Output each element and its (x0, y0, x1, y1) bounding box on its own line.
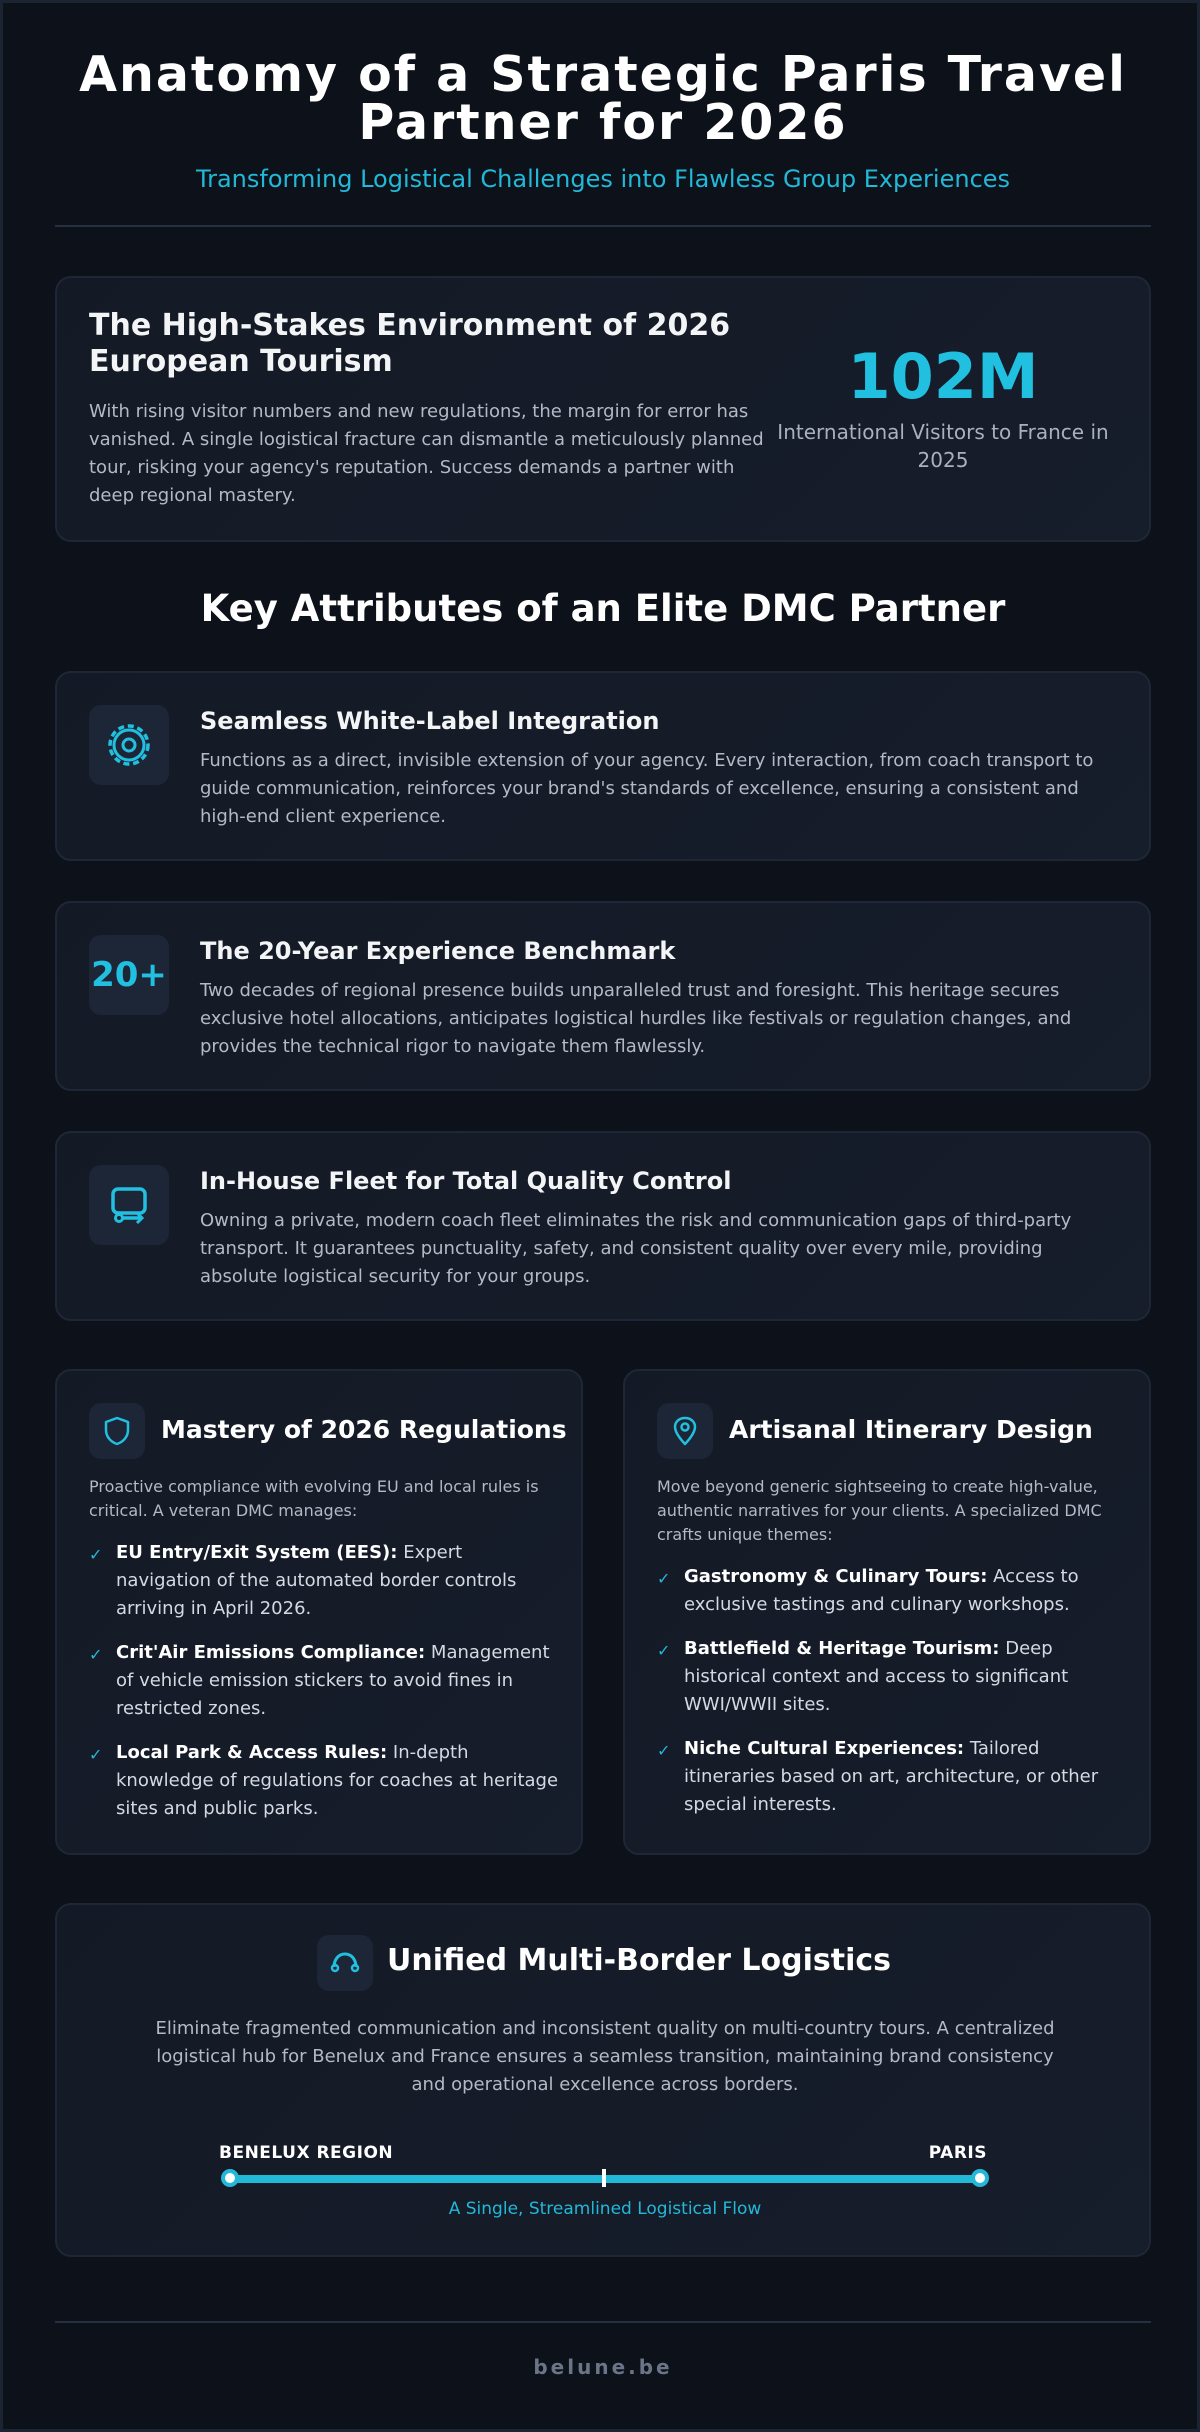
page-header (55, 46, 1151, 193)
list-item (89, 1639, 559, 1723)
hero-text: With rising visitor numbers and new regulations, the margin for error has vanished. A single logistical fracture can dismantle a meticulously planned tour, risking your agency's reputation. Success demands a partner with deep regional mastery. (89, 401, 764, 506)
shield-icon (89, 1403, 145, 1459)
list-item (657, 1563, 1127, 1619)
itinerary-card (623, 1369, 1151, 1855)
check-icon: ✓ (89, 1645, 103, 1664)
item-text: Deep historical context and access to significant WWI/WWII sites. (684, 1638, 1069, 1715)
attribute-text: Two decades of regional presence builds unparalleled trust and foresight. This heritage secures exclusive hotel allocations, anticipates logistical hurdles like festivals or regulation changes, and provides the technical rigor to navigate them flawlessly. (200, 980, 1072, 1057)
check-icon: ✓ (89, 1545, 103, 1564)
item-text: Access to exclusive tastings and culinary workshops. (684, 1566, 1079, 1615)
attribute-title: Seamless White-Label Integration (200, 707, 660, 735)
flow-midpoint (602, 2169, 606, 2187)
flow-caption: A Single, Streamlined Logistical Flow (448, 2199, 762, 2219)
page-title: Anatomy of a Strategic Paris Travel Partner for 2026 (79, 46, 1127, 151)
item-text: In-depth knowledge of regulations for coaches at heritage sites and public parks. (116, 1742, 559, 1819)
item-lead: Local Park & Access Rules: (116, 1742, 388, 1763)
stat-value: 102M (847, 340, 1039, 413)
regulations-intro: Proactive compliance with evolving EU and local rules is critical. A veteran DMC manages: (89, 1477, 539, 1520)
attribute-title: In-House Fleet for Total Quality Control (200, 1167, 732, 1195)
section-title: Key Attributes of an Elite DMC Partner (200, 587, 1006, 630)
flow-start-label: BENELUX REGION (219, 2143, 394, 2163)
item-text: Tailored itineraries based on art, architecture, or other special interests. (684, 1738, 1099, 1815)
attribute-text: Functions as a direct, invisible extension of your agency. Every interaction, from coach transport to guide communication, reinforces your brand's standards of excellence, ensuring a consistent and high-end client experience. (200, 750, 1094, 827)
check-icon: ✓ (89, 1745, 103, 1764)
map-pin-icon (657, 1403, 713, 1459)
item-text: Expert navigation of the automated border controls arriving in April 2026. (116, 1542, 517, 1619)
itinerary-title: Artisanal Itinerary Design (729, 1415, 1093, 1444)
attribute-card-white-label (55, 671, 1151, 861)
check-icon: ✓ (657, 1641, 671, 1660)
stat-label: International Visitors to France in 2025 (777, 420, 1109, 472)
attribute-title: The 20-Year Experience Benchmark (200, 937, 676, 965)
footer-divider (55, 2321, 1151, 2323)
flow-start-dot (221, 2169, 239, 2187)
list-item (657, 1735, 1127, 1819)
coach-icon (89, 1165, 169, 1245)
header-divider (55, 225, 1151, 227)
regulations-title: Mastery of 2026 Regulations (161, 1415, 567, 1444)
item-lead: Gastronomy & Culinary Tours: (684, 1566, 988, 1587)
hero-card (55, 276, 1151, 542)
itinerary-intro: Move beyond generic sightseeing to create high-value, authentic narratives for your clients. A specialized DMC crafts unique themes: (657, 1477, 1102, 1544)
footer-brand[interactable]: belune.be (533, 2355, 673, 2379)
gear-icon (89, 705, 169, 785)
check-icon: ✓ (657, 1569, 671, 1588)
logistics-text: Eliminate fragmented communication and inconsistent quality on multi-country tours. A centralized logistical hub for Benelux and France ensures a seamless transition, maintaining brand consistency and operational excellence across borders. (155, 2018, 1055, 2095)
headset-icon (317, 1935, 373, 1991)
logistics-card (55, 1903, 1151, 2257)
list-item (657, 1635, 1127, 1719)
attribute-card-experience (55, 901, 1151, 1091)
item-lead: Niche Cultural Experiences: (684, 1738, 965, 1759)
regulations-card (55, 1369, 583, 1855)
page-subtitle: Transforming Logistical Challenges into Flawless Group Experiences (195, 165, 1011, 193)
regulations-list (89, 1539, 559, 1839)
twenty-plus-icon: 20+ (89, 935, 169, 1015)
item-text: Management of vehicle emission stickers to avoid fines in restricted zones. (116, 1642, 550, 1719)
attribute-text: Owning a private, modern coach fleet eliminates the risk and communication gaps of third-party transport. It guarantees punctuality, safety, and consistent quality over every mile, providing absolute logistical security for your groups. (200, 1210, 1072, 1287)
item-lead: Battlefield & Heritage Tourism: (684, 1638, 1000, 1659)
check-icon: ✓ (657, 1741, 671, 1760)
item-lead: EU Entry/Exit System (EES): (116, 1542, 398, 1563)
item-lead: Crit'Air Emissions Compliance: (116, 1642, 426, 1663)
flow-end-dot (971, 2169, 989, 2187)
list-item (89, 1539, 559, 1623)
itinerary-list (657, 1563, 1127, 1835)
attribute-card-fleet (55, 1131, 1151, 1321)
flow-end-label: PARIS (928, 2143, 987, 2163)
hero-title: The High-Stakes Environment of 2026 European Tourism (89, 308, 731, 379)
logistics-title: Unified Multi-Border Logistics (387, 1943, 892, 1978)
list-item (89, 1739, 559, 1823)
